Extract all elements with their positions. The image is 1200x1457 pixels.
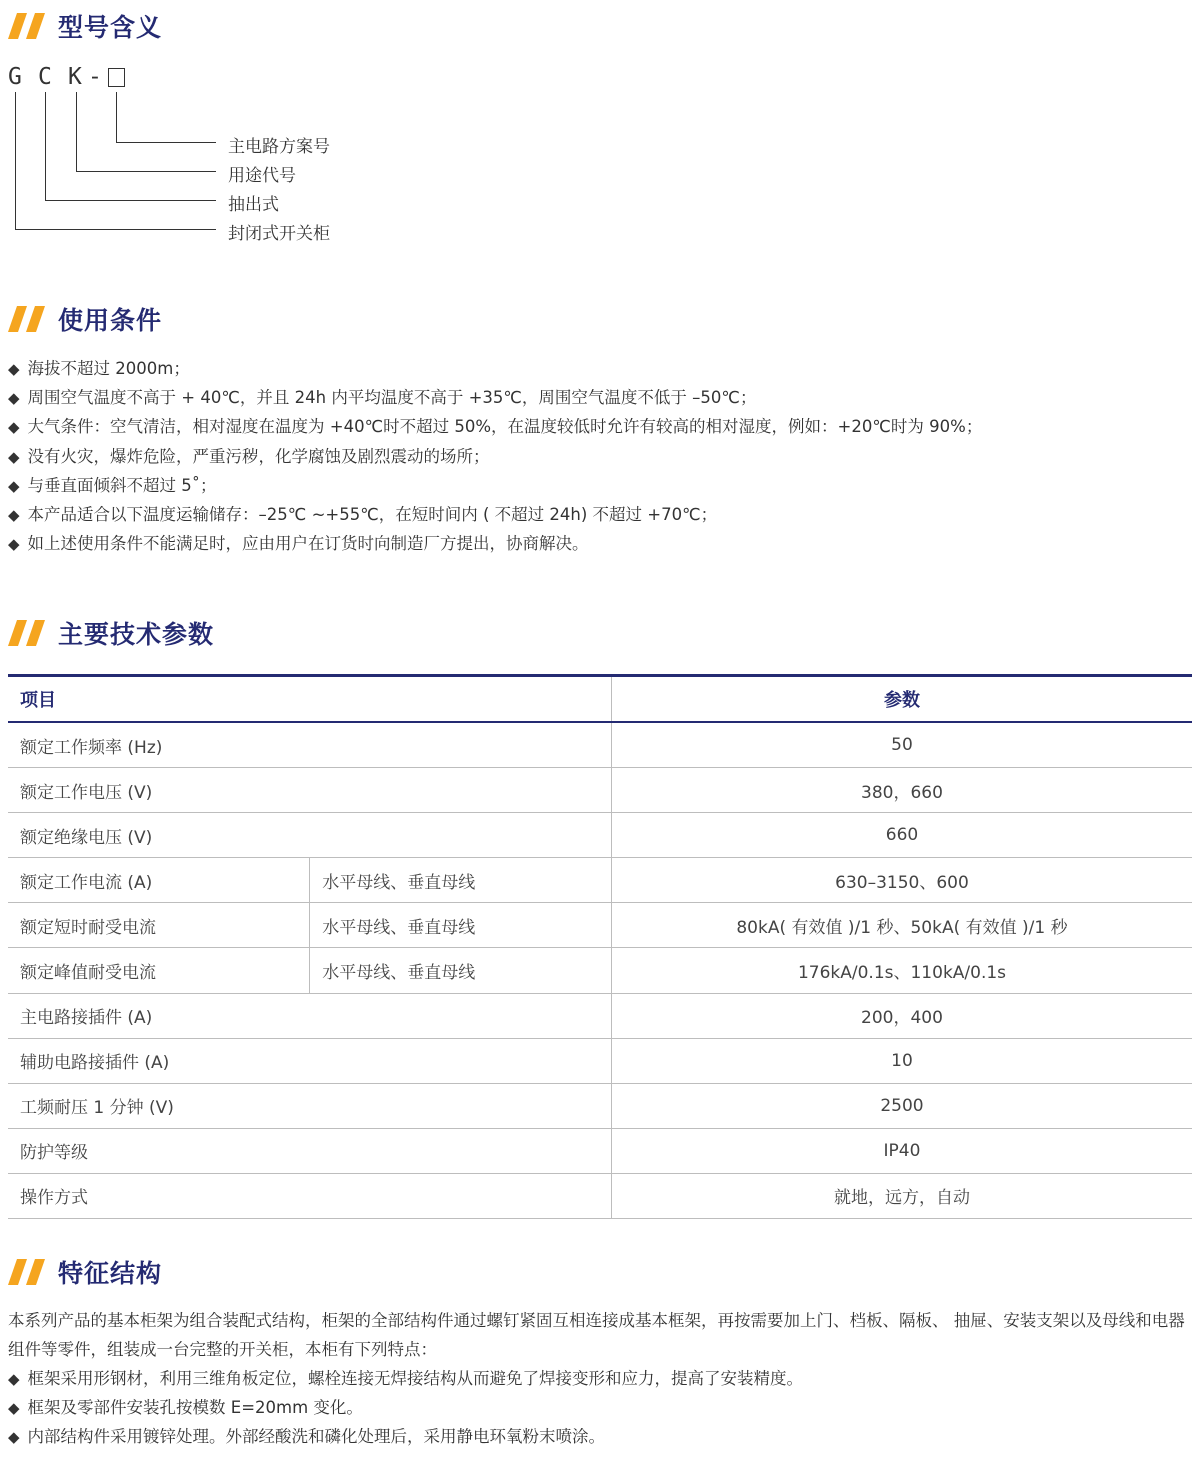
row-value: 176kA/0.1s、110kA/0.1s bbox=[612, 948, 1193, 993]
table-row bbox=[8, 722, 1192, 768]
double-slash-icon bbox=[8, 1259, 48, 1285]
code-dash: - bbox=[88, 64, 102, 90]
table-row bbox=[8, 993, 1192, 1038]
table-row bbox=[8, 1128, 1192, 1173]
diamond-bullet-icon: ◆ bbox=[8, 1428, 20, 1447]
diamond-bullet-icon: ◆ bbox=[8, 535, 20, 554]
list-item: ◆ 没有火灾，爆炸危险，严重污秽，化学腐蚀及剧烈震动的场所； bbox=[8, 446, 490, 466]
list-item: ◆ 框架采用形钢材，利用三维角板定位，螺栓连接无焊接结构从而避免了焊接变形和应力，提高了安装精度。 bbox=[8, 1369, 804, 1388]
table-row bbox=[8, 1173, 1192, 1218]
row-item: 额定工作电压 (V) bbox=[8, 768, 612, 813]
features-intro: 本系列产品的基本柜架为组合装配式结构，柜架的全部结构件通过螺钉紧固互相连接成基本框架，再按需要加上门、档板、隔板、 抽屉、安装支架以及母线和电器组件等零件，组装成一台完整的开关柜，本柜有下列特点： bbox=[8, 1311, 1185, 1359]
row-sub: 水平母线、垂直母线 bbox=[310, 903, 612, 948]
header-value: 参数 bbox=[612, 676, 1193, 723]
table-row bbox=[8, 1083, 1192, 1128]
code-letter-g: G bbox=[8, 64, 22, 90]
section-title-conditions bbox=[8, 303, 162, 335]
section-heading: 特征结构 bbox=[58, 1259, 163, 1288]
label-enclosed-switchgear: 封闭式开关柜 bbox=[228, 224, 330, 244]
leader-line-usage-h bbox=[76, 171, 216, 172]
diamond-bullet-icon: ◆ bbox=[8, 1399, 20, 1418]
row-value: 380，660 bbox=[612, 768, 1193, 813]
leader-line-circuit bbox=[116, 92, 117, 143]
section-heading: 主要技术参数 bbox=[58, 620, 215, 649]
double-slash-icon bbox=[8, 620, 48, 646]
row-item: 主电路接插件 (A) bbox=[8, 993, 612, 1038]
table-row bbox=[8, 858, 1192, 903]
row-value: 200，400 bbox=[612, 993, 1193, 1038]
row-value: 50 bbox=[612, 722, 1193, 768]
table-row bbox=[8, 948, 1192, 993]
features-list bbox=[8, 1364, 803, 1452]
diamond-bullet-icon: ◆ bbox=[8, 447, 20, 466]
section-title-model bbox=[8, 10, 162, 42]
diamond-bullet-icon: ◆ bbox=[8, 360, 20, 378]
row-item: 额定工作电流 (A) bbox=[8, 858, 310, 903]
code-letter-k: K bbox=[68, 64, 82, 90]
row-value: IP40 bbox=[612, 1128, 1193, 1173]
diamond-bullet-icon: ◆ bbox=[8, 418, 20, 437]
label-main-circuit: 主电路方案号 bbox=[228, 137, 330, 157]
leader-line-circuit-h bbox=[116, 142, 216, 143]
list-item: ◆ 大气条件：空气清洁，相对湿度在温度为 +40℃时不超过 50%，在温度较低时允许有较高的相对湿度，例如：+20℃时为 90%； bbox=[8, 417, 983, 437]
row-item: 辅助电路接插件 (A) bbox=[8, 1038, 612, 1083]
section-title-params bbox=[8, 617, 214, 649]
diamond-bullet-icon: ◆ bbox=[8, 476, 20, 495]
header-item: 项目 bbox=[8, 676, 612, 723]
row-value: 2500 bbox=[612, 1083, 1193, 1128]
list-item: ◆ 本产品适合以下温度运输储存：–25℃ ~+55℃，在短时间内 ( 不超过 24h) 不超过 +70℃； bbox=[8, 504, 718, 524]
label-usage-code: 用途代号 bbox=[228, 166, 296, 186]
leader-line-drawout-h bbox=[45, 200, 216, 201]
row-item: 额定短时耐受电流 bbox=[8, 903, 310, 948]
diamond-bullet-icon: ◆ bbox=[8, 505, 20, 524]
section-heading: 使用条件 bbox=[58, 306, 163, 335]
list-item: ◆ 框架及零部件安装孔按模数 E=20mm 变化。 bbox=[8, 1398, 363, 1418]
diamond-bullet-icon: ◆ bbox=[8, 1370, 20, 1388]
diamond-bullet-icon: ◆ bbox=[8, 389, 20, 408]
row-item: 工频耐压 1 分钟 (V) bbox=[8, 1083, 612, 1128]
table-row bbox=[8, 813, 1192, 858]
leader-line-drawout bbox=[45, 92, 46, 201]
table-row bbox=[8, 768, 1192, 813]
list-item: ◆ 内部结构件采用镀锌处理。外部经酸洗和磷化处理后，采用静电环氧粉末喷涂。 bbox=[8, 1427, 606, 1447]
list-item: ◆ 如上述使用条件不能满足时，应由用户在订货时向制造厂方提出，协商解决。 bbox=[8, 534, 589, 554]
double-slash-icon bbox=[8, 306, 48, 332]
row-value: 80kA( 有效值 )/1 秒、50kA( 有效值 )/1 秒 bbox=[612, 903, 1193, 948]
row-item: 额定绝缘电压 (V) bbox=[8, 813, 612, 858]
row-item: 防护等级 bbox=[8, 1128, 612, 1173]
row-item: 额定峰值耐受电流 bbox=[8, 948, 310, 993]
list-item: ◆ 与垂直面倾斜不超过 5˚； bbox=[8, 475, 217, 495]
row-value: 10 bbox=[612, 1038, 1193, 1083]
row-value: 就地，远方，自动 bbox=[612, 1173, 1193, 1218]
table-row bbox=[8, 1038, 1192, 1083]
leader-line-usage bbox=[76, 92, 77, 172]
code-placeholder-box bbox=[108, 68, 125, 87]
row-sub: 水平母线、垂直母线 bbox=[310, 858, 612, 903]
row-item: 额定工作频率 (Hz) bbox=[8, 722, 612, 768]
params-table bbox=[8, 674, 1192, 1219]
section-heading: 型号含义 bbox=[58, 13, 163, 42]
list-item: ◆ 周围空气温度不高于 + 40℃，并且 24h 内平均温度不高于 +35℃，周围空气温度不低于 –50℃； bbox=[8, 388, 757, 408]
leader-line-enclosed-h bbox=[15, 229, 216, 230]
double-slash-icon bbox=[8, 13, 48, 39]
label-drawout: 抽出式 bbox=[228, 195, 279, 215]
row-item: 操作方式 bbox=[8, 1173, 612, 1218]
section-title-features bbox=[8, 1256, 162, 1288]
table-row bbox=[8, 903, 1192, 948]
code-letter-c: C bbox=[38, 64, 52, 90]
row-sub: 水平母线、垂直母线 bbox=[310, 948, 612, 993]
row-value: 660 bbox=[612, 813, 1193, 858]
conditions-list bbox=[8, 354, 982, 558]
leader-line-enclosed bbox=[15, 92, 16, 230]
list-item: ◆ 海拔不超过 2000m； bbox=[8, 359, 190, 378]
table-header-row bbox=[8, 676, 1192, 723]
row-value: 630–3150、600 bbox=[612, 858, 1193, 903]
